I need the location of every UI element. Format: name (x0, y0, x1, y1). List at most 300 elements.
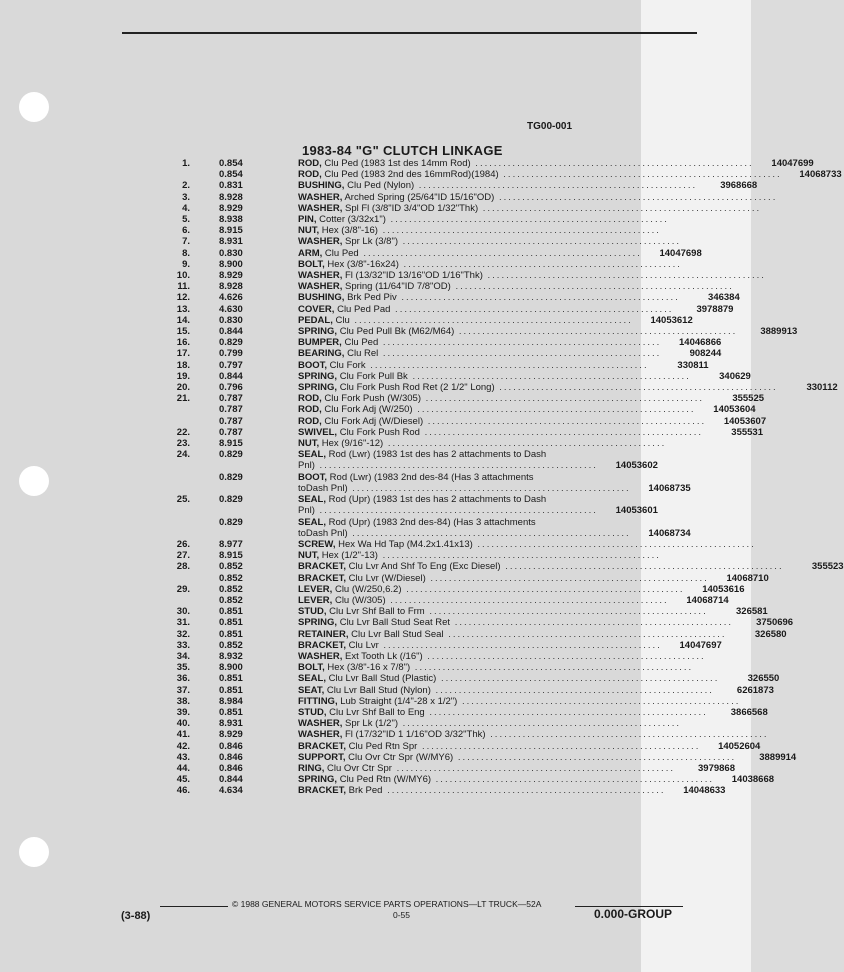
part-name: BUSHING, (298, 292, 345, 304)
leader-dots: ............................................................ (443, 628, 727, 640)
part-detail: Clu Lvr Ball Stud Seat Ret (339, 617, 451, 629)
group-number: 8.900 (219, 662, 243, 674)
part-description (298, 539, 756, 550)
parts-row (160, 292, 740, 304)
part-detail: Clu Ped Pull Bk (M62/M64) (339, 326, 455, 338)
part-description (298, 494, 570, 505)
part-name: WASHER, (298, 718, 343, 730)
parts-row (160, 639, 722, 651)
part-number: 14046866 (679, 337, 722, 349)
part-number: 330811 (677, 359, 709, 371)
item-number: 5. (182, 214, 190, 226)
parts-row (160, 729, 769, 741)
item-number: 10. (176, 270, 190, 282)
part-description (298, 169, 782, 180)
part-detail: Brk Ped (348, 785, 383, 797)
part-description (298, 304, 673, 315)
parts-row (160, 158, 814, 169)
part-name: WASHER, (298, 202, 343, 214)
part-detail: Clu Ped (1983 1st des 14mm Rod) (324, 158, 471, 169)
part-description (298, 460, 598, 471)
part-detail: Spr Lk (1/2") (344, 718, 398, 730)
part-description (298, 718, 681, 729)
part-detail: Clu Ovr Ctr Spr (327, 762, 392, 774)
part-name: NUT, (298, 225, 320, 237)
part-detail: Clu Lvr (348, 639, 379, 651)
part-detail: Clu (W/250,6.2) (334, 583, 402, 595)
item-number: 28. (176, 561, 190, 573)
item-number: 2. (182, 180, 190, 192)
parts-row (160, 751, 797, 763)
item-number: 41. (176, 729, 190, 741)
parts-row (160, 281, 734, 293)
leader-dots: ............................................................ (417, 740, 701, 752)
copyright-line: © 1988 GENERAL MOTORS SERVICE PARTS OPERATIONS—LT TRUCK—52A (232, 899, 542, 909)
item-number: 24. (176, 449, 190, 461)
item-number: 22. (176, 426, 190, 438)
group-number: 0.852 (219, 594, 243, 606)
part-detail: Clu Ped (324, 247, 359, 259)
part-description (298, 617, 733, 628)
item-number (160, 404, 190, 415)
group-number: 0.831 (219, 180, 243, 192)
part-number: 14053604 (713, 404, 756, 416)
header-rule (122, 32, 697, 34)
leader-dots: ............................................................ (347, 482, 631, 494)
part-detail: Pnl) (298, 460, 315, 472)
group-number: 8.931 (219, 718, 243, 730)
part-description (298, 741, 700, 752)
part-number: 326581 (736, 606, 768, 618)
part-detail: Hex (3/8"-16x24) (327, 258, 399, 270)
item-number: 11. (177, 281, 190, 293)
part-detail: Hex (3/8"-16) (321, 225, 378, 237)
binder-hole-middle (19, 466, 49, 496)
part-number (661, 225, 721, 236)
part-number: 3889914 (759, 751, 797, 763)
item-number: 36. (176, 673, 190, 685)
item-number: 43. (176, 751, 190, 763)
part-number: 3978879 (696, 303, 734, 315)
parts-row (160, 225, 661, 237)
leader-dots: ............................................................ (410, 662, 694, 674)
leader-dots: ............................................................ (407, 370, 691, 382)
part-number: 355531 (731, 426, 763, 438)
group-number (219, 505, 269, 516)
item-number: 26. (176, 538, 190, 550)
parts-row (160, 382, 838, 394)
part-number (669, 214, 729, 225)
part-number: 14047699 (771, 158, 814, 169)
part-number: 14047698 (659, 247, 702, 259)
item-number: 46. (176, 785, 190, 797)
parts-row (160, 258, 682, 270)
part-number: 14053607 (723, 415, 767, 427)
group-number: 0.787 (219, 415, 243, 427)
parts-row (160, 247, 702, 259)
parts-row (160, 191, 778, 203)
part-detail: Clu Ped Rtn Spr (348, 740, 418, 752)
part-number (706, 651, 766, 662)
leader-dots: ............................................................ (454, 326, 738, 338)
part-description (298, 640, 662, 651)
part-number: 3866568 (730, 706, 768, 718)
part-name: COVER, (298, 303, 335, 315)
item-number: 12. (176, 292, 190, 304)
parts-row (160, 482, 691, 494)
part-description (298, 281, 734, 292)
item-number (160, 573, 190, 584)
leader-dots: ............................................................ (398, 718, 682, 730)
part-number: 14068735 (648, 482, 691, 494)
part-number: 14068710 (726, 572, 769, 584)
item-number: 6. (182, 225, 190, 237)
leader-dots: ............................................................ (314, 460, 598, 472)
part-number: 14053616 (702, 583, 745, 595)
part-number: 14068733 (799, 169, 842, 181)
item-number (160, 169, 190, 180)
part-description (298, 595, 669, 606)
part-name: ROD, (298, 415, 322, 427)
item-number (160, 483, 190, 494)
parts-row (160, 538, 756, 550)
parts-row (160, 214, 669, 226)
part-number (661, 550, 721, 561)
part-name: SEAL, (298, 449, 326, 461)
parts-row (160, 393, 765, 405)
group-number: 0.846 (219, 740, 243, 752)
item-number: 38. (176, 695, 190, 707)
leader-dots: ............................................................ (382, 785, 666, 797)
leader-dots: ............................................................ (431, 774, 715, 786)
part-detail: Clu Fork Push (W/305) (324, 393, 422, 405)
part-name: BOLT, (298, 258, 325, 270)
leader-dots: ............................................................ (390, 303, 674, 315)
part-name: BRACKET, (298, 740, 347, 752)
group-number: 0.844 (219, 774, 243, 786)
item-number: 13. (176, 303, 190, 315)
leader-dots: ............................................................ (414, 180, 698, 192)
part-detail: Clu Rel (347, 348, 379, 360)
group-number: 0.852 (219, 561, 243, 573)
item-number: 31. (176, 617, 190, 629)
part-detail: Clu Lvr Shf Ball to Frm (329, 606, 425, 618)
part-detail: Spr Lk (3/8") (344, 236, 398, 248)
parts-row (160, 583, 745, 595)
leader-dots: ............................................................ (383, 438, 667, 450)
leader-dots: ............................................................ (378, 348, 662, 360)
item-number: 18. (176, 359, 190, 371)
part-description (298, 270, 766, 281)
leader-dots: ............................................................ (398, 258, 682, 270)
part-description (298, 180, 697, 191)
part-number (570, 449, 630, 460)
leader-dots: ............................................................ (450, 617, 734, 629)
item-number: 32. (176, 628, 190, 640)
part-name: SEAL, (298, 516, 326, 528)
part-detail: toDash Pnl) (298, 527, 348, 539)
parts-row (160, 617, 794, 629)
part-description (298, 382, 778, 393)
leader-dots: ............................................................ (425, 572, 709, 584)
part-number: 14048633 (683, 785, 726, 797)
part-description (298, 203, 761, 214)
part-name: BRACKET, (298, 572, 347, 584)
part-detail: Lub Straight (1/4"-28 x 1/2") (340, 695, 458, 707)
part-number: 346384 (708, 292, 740, 304)
parts-row (160, 628, 787, 640)
part-description (298, 673, 719, 684)
part-number: 908244 (689, 348, 722, 360)
group-number: 8.928 (219, 191, 243, 203)
part-number (666, 438, 726, 449)
parts-row (160, 180, 758, 192)
group-number: 8.929 (219, 270, 243, 282)
part-name: ROD, (298, 158, 322, 169)
parts-row (160, 561, 844, 573)
parts-row (160, 202, 762, 214)
part-name: SEAL, (298, 494, 326, 506)
part-description (298, 483, 631, 494)
group-number: 0.787 (219, 404, 243, 416)
part-description (298, 416, 706, 427)
leader-dots: ............................................................ (378, 337, 662, 349)
part-name: PIN, (298, 214, 317, 226)
group-number: 0.829 (219, 516, 243, 528)
part-detail: toDash Pnl) (298, 482, 348, 494)
part-number: 14047697 (679, 639, 722, 651)
item-number: 14. (176, 314, 190, 326)
page-title: 1983-84 "G" CLUTCH LINKAGE (302, 143, 503, 158)
parts-row (160, 314, 693, 326)
parts-row (160, 650, 706, 662)
item-number: 16. (176, 337, 190, 349)
item-number (160, 472, 190, 483)
parts-row (160, 494, 630, 505)
group-number: 0.846 (219, 762, 243, 774)
parts-row (160, 460, 658, 472)
part-name: SPRING, (298, 326, 338, 338)
part-detail: Ext Tooth Lk (/16") (344, 650, 423, 662)
part-detail: Rod (Lwr) (1983 2nd des-84 (Has 3 attachments (329, 471, 534, 483)
item-number: 34. (176, 650, 190, 662)
part-name: WASHER, (298, 270, 343, 282)
part-number: 3968668 (720, 180, 758, 192)
part-name: SEAT, (298, 684, 325, 696)
leader-dots: ............................................................ (349, 314, 633, 326)
part-number: 3750696 (756, 617, 794, 629)
part-name: BRACKET, (298, 785, 347, 797)
leader-dots: ............................................................ (494, 191, 778, 203)
parts-row (160, 359, 709, 371)
group-number: 8.929 (219, 729, 243, 741)
item-number (160, 595, 190, 606)
leader-dots: ............................................................ (424, 606, 708, 618)
part-description (298, 404, 696, 415)
part-detail: Clu Ovr Ctr Spr (W/MY6) (348, 751, 454, 763)
part-number (570, 517, 630, 528)
part-detail: Arched Spring (25/64"ID 15/16"OD) (344, 191, 495, 203)
part-description (298, 371, 691, 382)
part-description (298, 729, 769, 740)
part-number (570, 472, 630, 483)
part-description (298, 393, 704, 404)
part-name: BOOT, (298, 471, 328, 483)
leader-dots: ............................................................ (419, 426, 703, 438)
part-number: 355525 (732, 393, 765, 405)
group-number: 0.829 (219, 471, 243, 483)
item-number (160, 528, 190, 539)
part-number (681, 718, 741, 729)
group-label: 0.000-GROUP (594, 907, 673, 921)
part-description (298, 192, 777, 203)
revision-date: (3-88) (121, 910, 151, 922)
part-name: BUMPER, (298, 337, 342, 349)
leader-dots: ............................................................ (450, 281, 734, 293)
part-number: 326550 (747, 673, 780, 685)
part-number (681, 236, 741, 247)
part-description (298, 561, 784, 572)
part-number (766, 270, 826, 281)
part-detail: Clu (335, 314, 350, 326)
part-detail: Spring (11/64"ID 7/8"OD) (344, 281, 451, 293)
item-number: 19. (176, 370, 190, 382)
part-name: SWIVEL, (298, 426, 338, 438)
part-detail: Clu Fork Adj (W/Diesel) (324, 415, 424, 427)
leader-dots: ............................................................ (401, 583, 685, 595)
leader-dots: ............................................................ (472, 538, 756, 550)
item-number: 7. (182, 236, 190, 248)
item-number: 42. (176, 740, 190, 752)
part-number: 340629 (719, 370, 751, 382)
part-description (298, 236, 681, 247)
parts-row (160, 169, 842, 181)
part-detail: Clu Lvr Ball Stud (Nylon) (326, 684, 431, 696)
parts-row (160, 673, 780, 685)
part-detail: Clu Fork (329, 359, 366, 371)
leader-dots: ............................................................ (436, 673, 720, 685)
item-number: 20. (176, 382, 190, 394)
parts-row (160, 662, 694, 674)
group-number: 0.799 (219, 348, 243, 360)
part-description (298, 292, 680, 303)
part-name: SCREW, (298, 538, 336, 550)
part-detail: Hex (3/8"-16 x 7/8") (327, 662, 411, 674)
parts-row (160, 606, 768, 618)
part-description (298, 584, 685, 595)
part-description (298, 214, 669, 225)
part-description (298, 326, 737, 337)
part-name: SPRING, (298, 774, 338, 786)
part-description (298, 449, 570, 460)
part-detail: Clu Lvr Ball Stud (Plastic) (328, 673, 437, 685)
parts-row (160, 550, 661, 562)
part-name: STUD, (298, 606, 327, 618)
group-number: 0.851 (219, 628, 243, 640)
part-name: ROD, (298, 169, 322, 181)
page-number: 0-55 (393, 910, 411, 920)
leader-dots: ............................................................ (421, 393, 705, 405)
parts-row (160, 303, 734, 315)
part-detail: Fl (13/32"ID 13/16"OD 1/16"Thk) (344, 270, 483, 282)
group-number: 0.830 (219, 314, 243, 326)
item-number (160, 460, 190, 471)
part-detail: Cotter (3/32x1") (319, 214, 386, 226)
footer-rule-left (160, 906, 228, 907)
leader-dots: ............................................................ (457, 695, 741, 707)
item-number: 21. (176, 393, 190, 405)
part-name: WASHER, (298, 650, 343, 662)
leader-dots: ............................................................ (453, 751, 737, 763)
group-number: 4.626 (219, 292, 243, 304)
group-number: 0.851 (219, 706, 243, 718)
part-number: 14038668 (731, 774, 775, 786)
part-description (298, 259, 682, 270)
part-description (298, 606, 708, 617)
group-number: 8.932 (219, 650, 243, 662)
leader-dots: ............................................................ (424, 706, 708, 718)
leader-dots: ............................................................ (385, 214, 669, 226)
part-name: SUPPORT, (298, 751, 346, 763)
part-detail: Hex (9/16"-12) (321, 438, 384, 450)
part-description (298, 651, 706, 662)
part-description (298, 337, 661, 348)
part-description (298, 662, 693, 673)
group-number: 0.844 (219, 326, 243, 338)
parts-row (160, 415, 767, 427)
parts-row (160, 572, 769, 584)
part-detail: Rod (Upr) (1983 1st des has 2 attachments to Dash (328, 494, 547, 506)
part-description (298, 472, 570, 483)
part-detail: Hex Wa Hd Tap (M4.2x1.41x13) (338, 538, 473, 550)
part-detail: Fl (17/32"ID 1 1/16"OD 3/32"Thk) (344, 729, 486, 741)
part-description (298, 763, 675, 774)
part-name: BRACKET, (298, 639, 347, 651)
part-number: 355523 (811, 561, 844, 573)
part-number: 14068734 (648, 527, 691, 539)
part-number: 6261873 (736, 684, 774, 696)
parts-row (160, 706, 768, 718)
part-description (298, 573, 709, 584)
parts-row (160, 695, 741, 707)
part-name: ROD, (298, 393, 322, 405)
part-number (761, 203, 821, 214)
part-number (769, 729, 829, 740)
item-number: 39. (176, 706, 190, 718)
group-number: 4.630 (219, 303, 243, 315)
group-number: 4.634 (219, 785, 243, 797)
part-name: LEVER, (298, 583, 333, 595)
part-description (298, 629, 727, 640)
item-number: 35. (176, 662, 190, 674)
item-number: 1. (182, 158, 190, 169)
part-detail: Clu Lvr (W/Diesel) (348, 572, 426, 584)
leader-dots: ............................................................ (485, 729, 769, 741)
part-number (693, 662, 753, 673)
part-number: 330112 (806, 382, 838, 394)
part-name: WASHER, (298, 191, 343, 203)
item-number: 37. (176, 684, 190, 696)
part-number: 14053612 (650, 314, 693, 326)
group-number (219, 483, 269, 494)
item-number: 29. (176, 583, 190, 595)
part-name: LEVER, (298, 594, 333, 606)
parts-row (160, 684, 774, 696)
part-name: WASHER, (298, 281, 343, 293)
leader-dots: ............................................................ (398, 236, 682, 248)
binder-hole-bottom (19, 837, 49, 867)
item-number: 40. (176, 718, 190, 730)
